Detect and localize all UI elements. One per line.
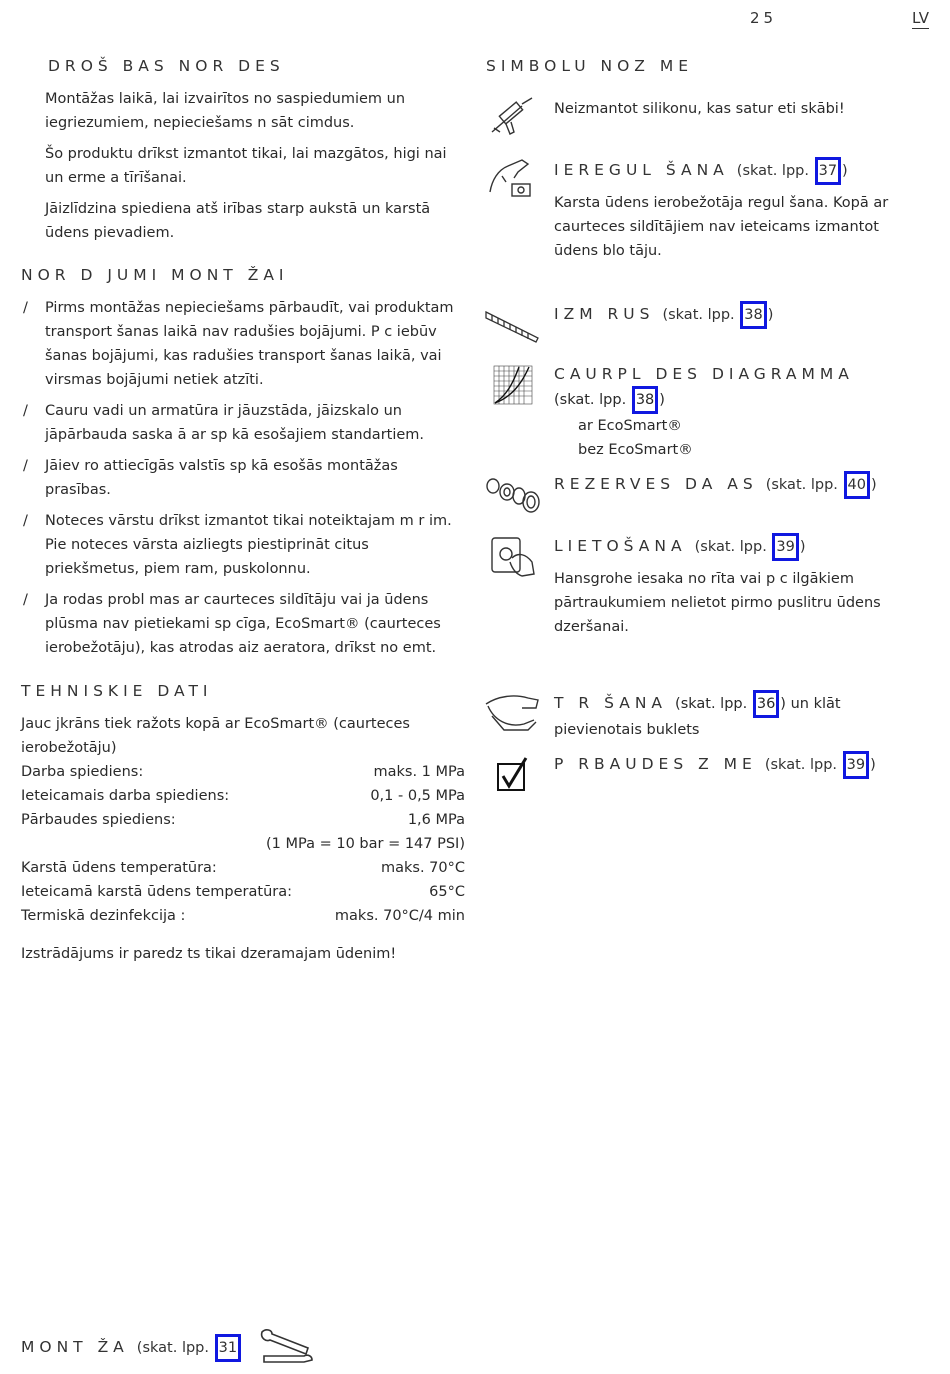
tech-row xyxy=(21,856,465,880)
page-ref-close: ) xyxy=(767,307,774,323)
adjust-text: Karsta ūdens ierobežotāja regul šana. Kopā ar caurteces sildītājiem nav ieteicams izmantot ūdens blo tāju. xyxy=(554,195,889,259)
bullet-mark: / xyxy=(23,403,28,419)
cleaning-section xyxy=(554,690,914,742)
tech-heading: TEHNISKIE DATI xyxy=(21,682,213,700)
spare-parts-icon xyxy=(485,474,543,514)
tech-label: Termiskā dezinfekcija : xyxy=(21,908,186,924)
flow-section xyxy=(554,362,914,462)
page-ref-link[interactable]: 36 xyxy=(753,690,779,718)
cleaning-tail: un klāt pievienotais buklets xyxy=(554,696,841,738)
ruler-icon xyxy=(484,302,540,344)
tech-value: 0,1 - 0,5 MPa xyxy=(370,788,465,804)
cleaning-title: T R ŠANA xyxy=(554,694,668,712)
page-ref-label: (skat. lpp. xyxy=(694,539,767,555)
page-ref-label: (skat. lpp. xyxy=(736,163,809,179)
page-ref-close: ) xyxy=(842,163,848,179)
page-ref-label: (skat. lpp. xyxy=(765,477,838,493)
page-ref-label: (skat. lpp. xyxy=(675,696,748,712)
tech-row xyxy=(21,904,465,928)
list-item-text: Noteces vārstu drīkst izmantot tikai noteiktajam m r im. Pie noteces vārsta aizliegts piestiprināt citus priekšmetus, piem ram, puskolonnu. xyxy=(45,513,452,577)
page-ref-close: ) xyxy=(659,392,665,408)
safety-text-3: Jāizlīdzina spiediena atš irības starp aukstā un karstā ūdens pievadiem. xyxy=(45,201,431,241)
tech-value: 65°C xyxy=(429,884,465,900)
page-ref-label: (skat. lpp. xyxy=(662,307,735,323)
flow-with-ecosmart: ar EcoSmart® xyxy=(578,418,682,434)
dims-title: IZM RUS xyxy=(554,305,655,323)
install-notes-list xyxy=(21,296,465,660)
tech-value: maks. 70°C xyxy=(380,860,465,876)
drinking-water-note: Izstrādājums ir paredz ts tikai dzeramajam ūdenim! xyxy=(21,946,397,962)
flow-without-ecosmart: bez EcoSmart® xyxy=(578,442,693,458)
flow-ref xyxy=(554,386,914,414)
page-ref-close: ) xyxy=(870,757,876,773)
list-item-text: Ja rodas probl mas ar caurteces sildītāju vai ja ūdens plūsma nav pietiekami sp cīga, EcoSmart® (caurteces ierobežotāju), kas atrodas aiz aeratora, drīkst no emt. xyxy=(45,592,441,656)
tech-row xyxy=(21,784,465,808)
page-ref-link[interactable]: 37 xyxy=(815,157,841,185)
list-item-text: Pirms montāžas nepieciešams pārbaudīt, vai produktam transport šanas laikā nav radušies bojājumi. P c iebūv šanas bojājumi, kas radušies transport šanas laikā, vai virsmas bojājumi netiek atzīti. xyxy=(45,300,454,388)
montage-section xyxy=(21,1334,242,1362)
page-ref-close: ) xyxy=(870,477,877,493)
usage-section xyxy=(554,533,914,639)
montage-title: MONT ŽA xyxy=(21,1338,129,1356)
cleaning-hand-icon xyxy=(484,690,542,734)
safety-text-1: Montāžas laikā, lai izvairītos no saspiedumiem un iegriezumiem, nepieciešams n sāt cimdus. xyxy=(45,91,406,131)
bullet-mark: / xyxy=(23,592,28,608)
bullet-mark: / xyxy=(23,300,28,316)
pressure-conversion: (1 MPa = 10 bar = 147 PSI) xyxy=(266,836,465,852)
page-ref-label: (skat. lpp. xyxy=(764,757,838,773)
bullet-mark: / xyxy=(23,513,28,529)
tech-label: Ieteicamais darba spiediens: xyxy=(21,788,230,804)
page-ref-link[interactable]: 40 xyxy=(844,471,870,499)
tech-value: maks. 70°C/4 min xyxy=(334,908,465,924)
list-item-text: Jāiev ro attiecīgās valstīs sp kā esošās montāžas prasības. xyxy=(45,458,398,498)
adjust-ref xyxy=(737,163,848,179)
page-ref-link[interactable]: 38 xyxy=(740,301,766,329)
montage-ref xyxy=(137,1340,242,1356)
list-item xyxy=(21,454,465,502)
dims-section xyxy=(554,301,914,329)
page-ref-close: ) xyxy=(799,539,806,555)
usage-hand-icon xyxy=(488,534,538,578)
tech-label: Karstā ūdens temperatūra: xyxy=(21,860,217,876)
bullet-mark: / xyxy=(23,458,28,474)
adjust-title: IEREGUL ŠANA xyxy=(554,161,729,179)
language-code: LV xyxy=(912,9,929,27)
usage-text: Hansgrohe iesaka no rīta vai p c ilgākiem pārtraukumiem nelietot pirmo puslitru ūdens dzeršanai. xyxy=(554,571,881,635)
page-ref-link[interactable]: 31 xyxy=(215,1334,241,1362)
list-item-text: Cauru vadi un armatūra ir jāuzstāda, jāizskalo un jāpārbauda saska ā ar sp kā esošajiem standartiem. xyxy=(45,403,425,443)
page-number: 25 xyxy=(750,9,778,27)
symbols-heading: SIMBOLU NOZ ME xyxy=(486,57,693,75)
page-ref-label: (skat. lpp. xyxy=(554,392,627,408)
silicone-gun-icon xyxy=(486,94,536,138)
list-item xyxy=(21,399,465,447)
tech-row xyxy=(21,808,465,832)
parts-ref xyxy=(766,477,877,493)
tech-intro: Jauc jkrāns tiek ražots kopā ar EcoSmart® (caurteces ierobežotāju) xyxy=(21,716,410,756)
tools-icon xyxy=(258,1326,314,1364)
list-item xyxy=(21,509,465,581)
usage-ref xyxy=(695,539,806,555)
flow-diagram-icon xyxy=(493,365,533,405)
page-ref-link[interactable]: 39 xyxy=(843,751,869,779)
tech-row xyxy=(21,880,465,904)
parts-section xyxy=(554,471,914,499)
page-ref-label: (skat. lpp. xyxy=(136,1340,209,1356)
adjust-section xyxy=(554,157,914,263)
silicone-warning: Neizmantot silikonu, kas satur eti skābi! xyxy=(554,101,845,117)
parts-title: REZERVES DA AS xyxy=(554,475,758,493)
tech-row xyxy=(21,760,465,784)
test-section xyxy=(554,751,914,779)
adjust-hand-icon xyxy=(488,156,534,200)
tech-label: Ieteicamā karstā ūdens temperatūra: xyxy=(21,884,293,900)
install-notes-heading: NOR D JUMI MONT ŽAI xyxy=(21,266,289,284)
test-mark-checkbox-icon xyxy=(496,756,530,794)
list-item xyxy=(21,296,465,392)
page-ref-link[interactable]: 38 xyxy=(632,386,658,414)
test-ref xyxy=(765,757,876,773)
tech-value: 1,6 MPa xyxy=(407,812,465,828)
dims-ref xyxy=(662,307,773,323)
page-ref-link[interactable]: 39 xyxy=(772,533,798,561)
tech-value: maks. 1 MPa xyxy=(373,764,465,780)
safety-text-2: Šo produktu drīkst izmantot tikai, lai mazgātos, higi nai un erme a tīrīšanai. xyxy=(45,146,447,186)
tech-section xyxy=(21,712,465,966)
page-ref-close: ) xyxy=(780,696,786,712)
safety-section xyxy=(21,87,465,245)
test-title: P RBAUDES Z ME xyxy=(554,755,757,773)
safety-heading: DROŠ BAS NOR DES xyxy=(48,57,285,75)
tech-label: Pārbaudes spiediens: xyxy=(21,812,176,828)
usage-title: LIETOŠANA xyxy=(554,537,687,555)
flow-title: CAURPL DES DIAGRAMMA xyxy=(554,365,854,383)
tech-label: Darba spiediens: xyxy=(21,764,144,780)
list-item xyxy=(21,588,465,660)
